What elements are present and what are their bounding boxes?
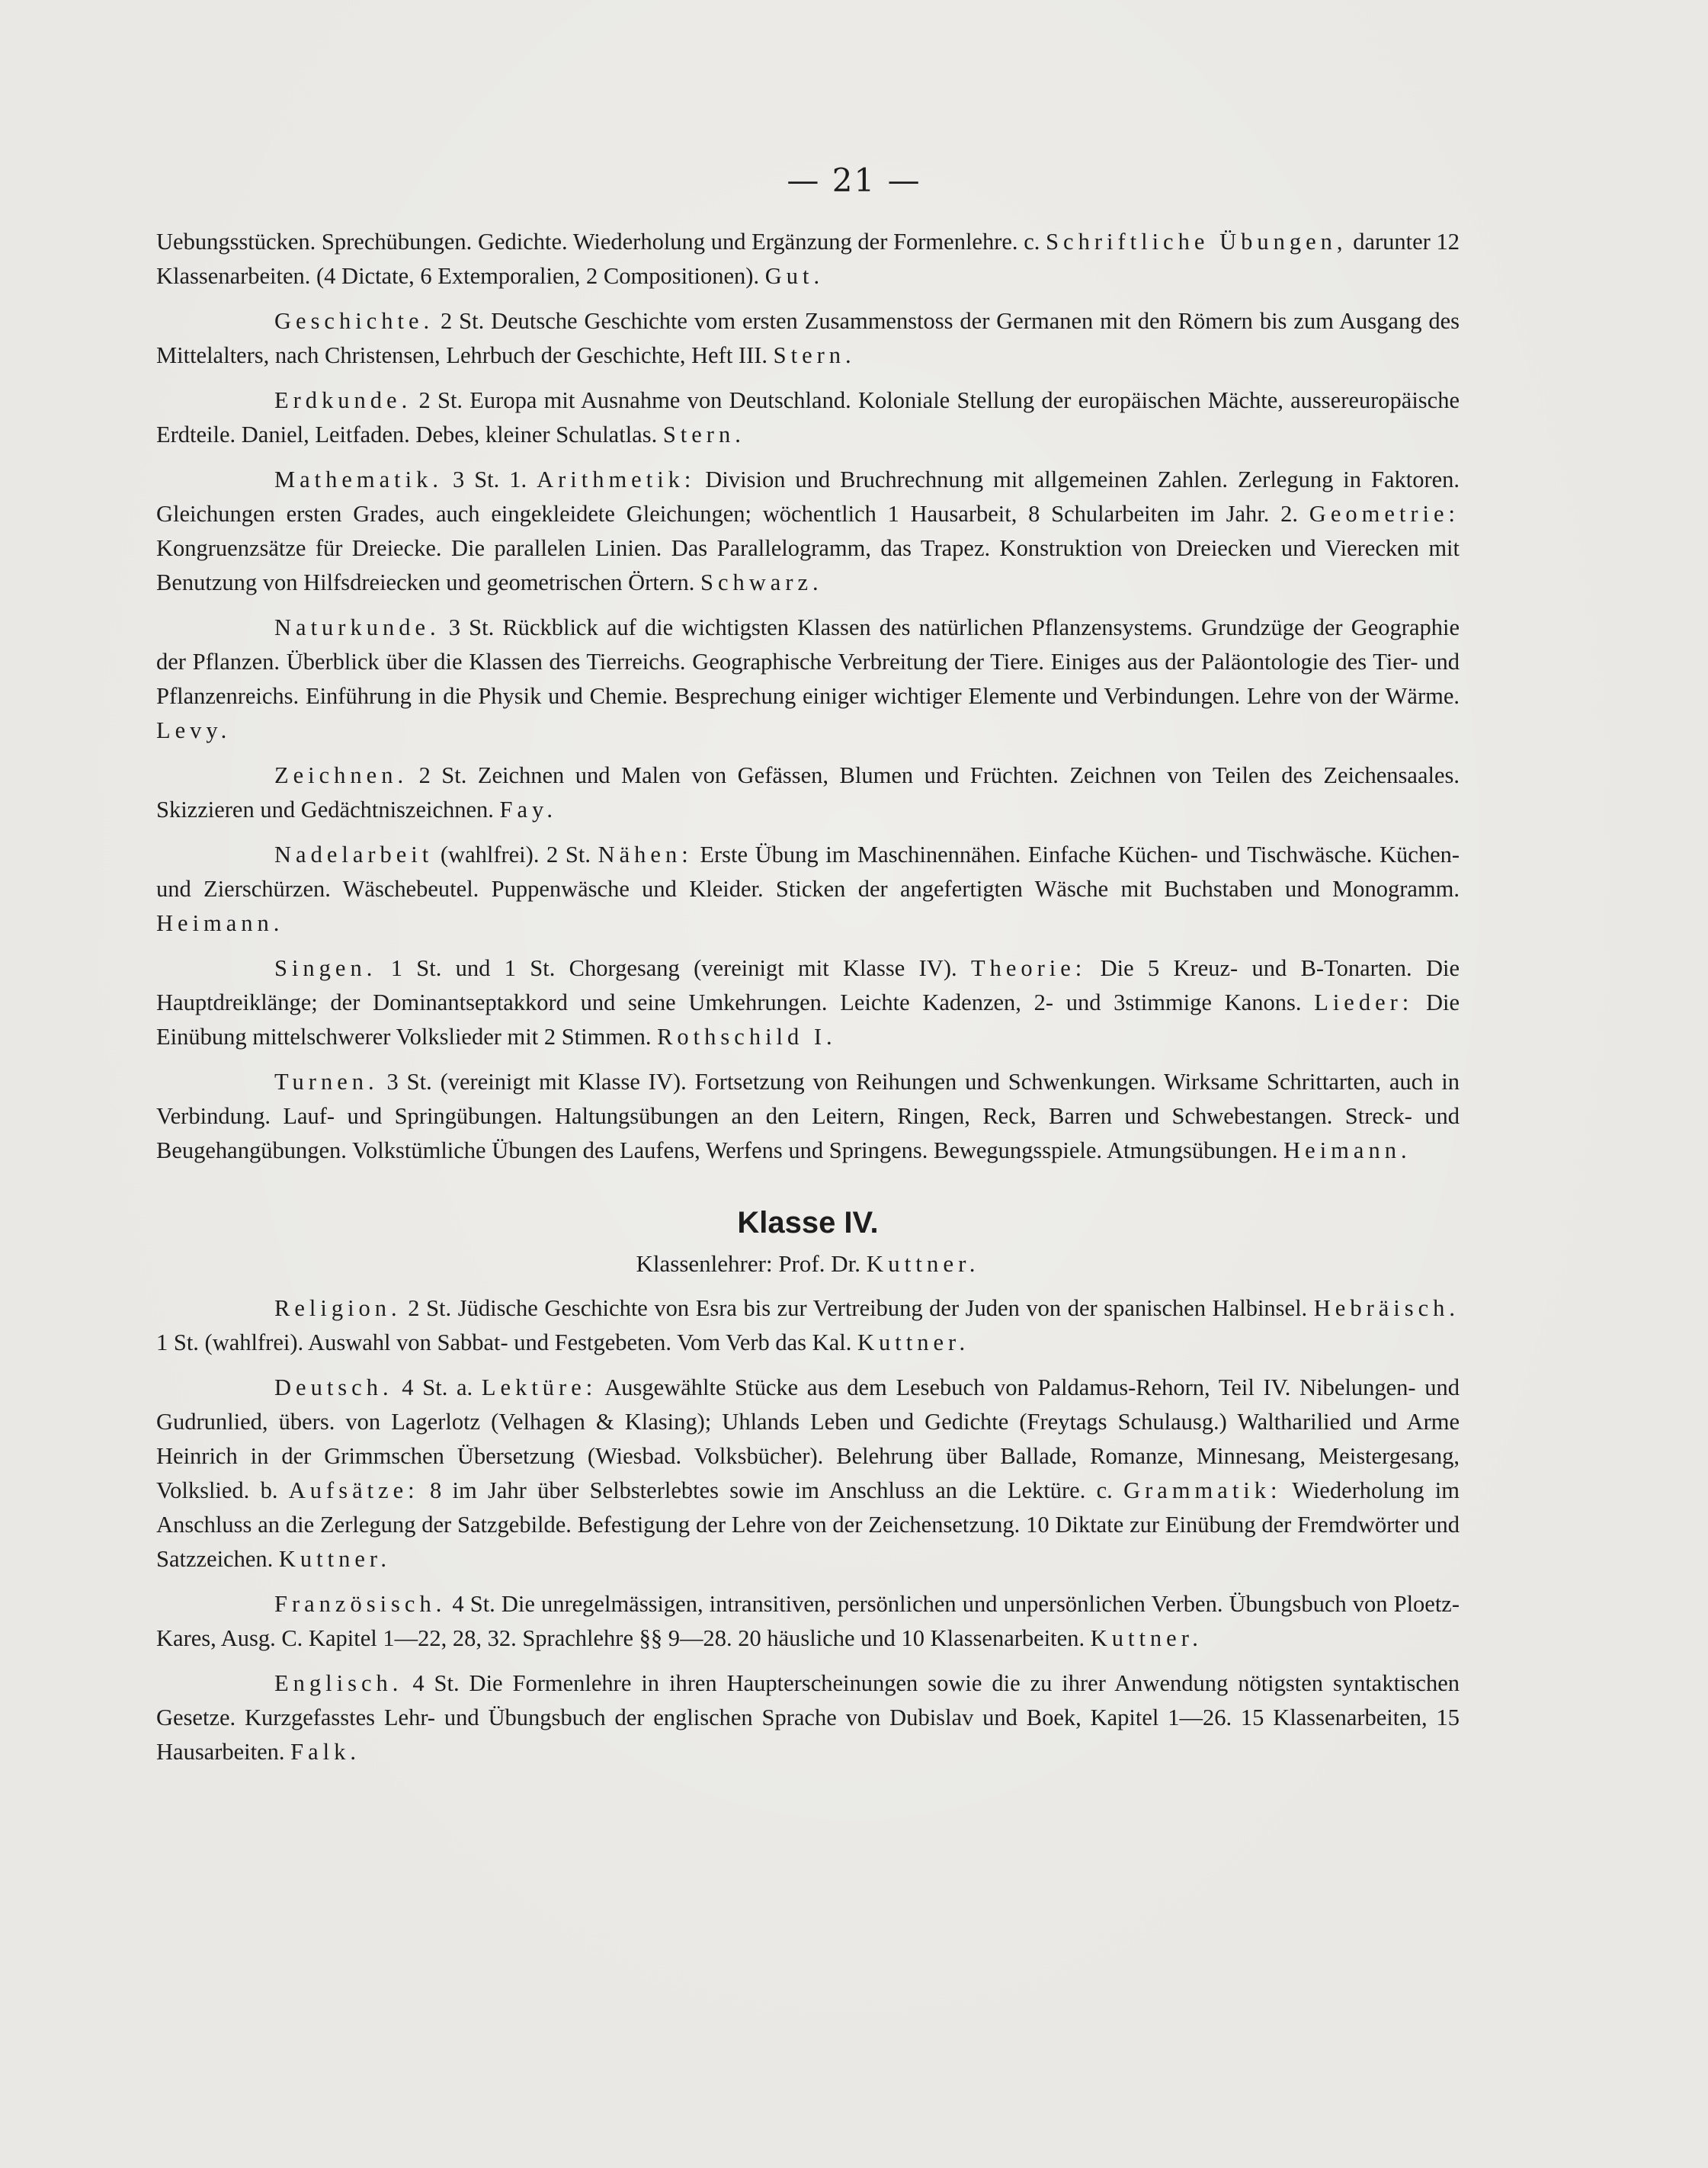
sub-label: Lieder: — [1314, 989, 1414, 1015]
paragraph-deutsch-continued: Uebungsstücken. Sprechübungen. Gedichte. Wiederholung und Ergänzung der Formenlehre. c. Schriftliche Übungen, darunter 12 Klassenarbeiten. (4 Dictate, 6 Extemporalien, 2 Compositionen). Gut. — [156, 229, 1460, 289]
teacher-name: Rothschild I. — [657, 1024, 837, 1050]
subject-label: Französisch. — [274, 1591, 447, 1617]
paragraph-singen: Singen. 1 St. und 1 St. Chorgesang (vereinigt mit Klasse IV). Theorie: Die 5 Kreuz- und B-Tonarten. Die Hauptdreiklänge; der Dominantseptakkord und seine Umkehrungen. Leichte Kadenzen, 2- und 3stimmige Kanons. Lieder: Die Einübung mittelschwerer Volkslieder mit 2 Stimmen. Rothschild I. — [156, 955, 1460, 1050]
sub-label: Grammatik: — [1123, 1477, 1282, 1503]
subject-label: Nadelarbeit — [274, 842, 434, 868]
paragraph-naturkunde: Naturkunde. 3 St. Rückblick auf die wichtigsten Klassen des natürlichen Pflanzensystems. Grundzüge der Geographie der Pflanzen. Überblick über die Klassen des Tierreichs. Geographische Verbreitung der Tiere. Einiges aus der Paläontologie des Tier- und Pflanzenreichs. Einführung in die Physik und Chemie. Besprechung einiger wichtiger Elemente und Verbindungen. Lehre von der Wärme. Levy. — [156, 614, 1460, 743]
paragraph-religion: Religion. 2 St. Jüdische Geschichte von Esra bis zur Vertreibung der Juden von der spanischen Halbinsel. Hebräisch. 1 St. (wahlfrei). Auswahl von Sabbat- und Festgebeten. Vom Verb das Kal. Kuttner. — [156, 1295, 1460, 1355]
sub-label: Lektüre: — [481, 1374, 598, 1400]
teacher-name: Heimann. — [1283, 1137, 1412, 1163]
paragraph-deutsch: Deutsch. 4 St. a. Lektüre: Ausgewählte Stücke aus dem Lesebuch von Paldamus-Rehorn, Teil IV. Nibelungen- und Gudrunlied, übers. von Lagerlotz (Velhagen & Klasing); Uhlands Leben und Gedichte (Freytags Schulausg.) Waltharilied und Arme Heinrich in der Grimmschen Übersetzung (Wiesbad. Volksbücher). Belehrung über Ballade, Romanze, Minnesang, Meistergesang, Volkslied. b. Aufsätze: 8 im Jahr über Selbsterlebtes sowie im Anschluss an die Lektüre. c. Grammatik: Wiederholung im Anschluss an die Zerlegung der Satzgebilde. Befestigung der Lehre von der Zeichensetzung. 10 Diktate zur Einübung der Fremdwörter und Satzzeichen. Kuttner. — [156, 1374, 1460, 1572]
paragraph-nadelarbeit: Nadelarbeit (wahlfrei). 2 St. Nähen: Erste Übung im Maschinennähen. Einfache Küchen- und Tischwäsche. Küchen- und Zierschürzen. Wäschebeutel. Puppenwäsche und Kleider. Sticken der angefertigten Wäsche mit Buchstaben und Monogramm. Heimann. — [156, 842, 1460, 936]
teacher-name: Falk. — [290, 1739, 361, 1765]
teacher-name: Stern. — [773, 342, 856, 368]
sub-label: Nähen: — [598, 842, 693, 868]
teacher-name: Kuttner. — [866, 1250, 980, 1277]
teacher-name: Schwarz. — [700, 569, 823, 595]
teacher-name: Fay. — [499, 797, 557, 823]
subject-label: Zeichnen. — [274, 762, 409, 788]
subject-label: Englisch. — [274, 1670, 403, 1696]
sub-label: Aufsätze: — [288, 1477, 419, 1503]
paragraph-mathematik: Mathematik. 3 St. 1. Arithmetik: Division und Bruchrechnung mit allgemeinen Zahlen. Zerlegung in Faktoren. Gleichungen ersten Grades, auch eingekleidete Gleichungen; wöchentlich 1 Hausarbeit, 8 Schularbeiten im Jahr. 2. Geometrie: Kongruenzsätze für Dreiecke. Die parallelen Linien. Das Parallelogramm, das Trapez. Konstruktion von Dreiecken und Vierecken mit Benutzung von Hilfsdreiecken und geometrischen Örtern. Schwarz. — [156, 467, 1460, 595]
subject-label: Erdkunde. — [274, 387, 412, 413]
section-heading: Klasse IV. — [737, 1206, 879, 1240]
teacher-name: Heimann. — [156, 910, 284, 936]
page-number: — 21 — — [787, 162, 921, 199]
subject-label: Singen. — [274, 955, 377, 981]
teacher-name: Levy. — [156, 717, 232, 743]
paragraph-erdkunde: Erdkunde. 2 St. Europa mit Ausnahme von Deutschland. Koloniale Stellung der europäischen Mächte, aussereuropäische Erdteile. Daniel, Leitfaden. Debes, kleiner Schulatlas. Stern. — [156, 387, 1460, 447]
klassenlehrer-line: Klassenlehrer: Prof. Dr. Kuttner. — [636, 1250, 980, 1277]
paragraph-englisch: Englisch. 4 St. Die Formenlehre in ihren Haupterscheinungen sowie die zu ihrer Anwendung nötigsten syntaktischen Gesetze. Kurzgefasstes Lehr- und Übungsbuch der englischen Sprache von Dubislav und Boek, Kapitel 1—26. 15 Klassenarbeiten, 15 Hausarbeiten. Falk. — [156, 1670, 1460, 1765]
subject-label: Mathematik. — [274, 467, 444, 492]
subject-label: Religion. — [274, 1295, 402, 1321]
sub-label: Theorie: — [970, 955, 1087, 981]
teacher-name: Gut. — [764, 263, 825, 289]
body-text — [156, 225, 1460, 1769]
subject-label: Naturkunde. — [274, 614, 441, 640]
paragraph-franzoesisch: Französisch. 4 St. Die unregelmässigen, intransitiven, persönlichen und unpersönlichen Verben. Übungsbuch von Ploetz-Kares, Ausg. C. Kapitel 1—22, 28, 32. Sprachlehre §§ 9—28. 20 häusliche und 10 Klassenarbeiten. Kuttner. — [156, 1591, 1460, 1651]
teacher-name: Stern. — [662, 422, 745, 447]
subject-label: Turnen. — [274, 1069, 379, 1095]
paragraph-turnen: Turnen. 3 St. (vereinigt mit Klasse IV). Fortsetzung von Reihungen und Schwenkungen. Wirksame Schrittarten, auch in Verbindung. Lauf- und Springübungen. Haltungsübungen an den Leitern, Ringen, Reck, Barren und Schwebestangen. Streck- und Beugehangübungen. Volkstümliche Übungen des Laufens, Werfens und Springens. Bewegungsspiele. Atmungsübungen. Heimann. — [156, 1069, 1460, 1163]
teacher-name: Kuttner. — [857, 1329, 970, 1355]
sub-label: Geometrie: — [1309, 501, 1460, 527]
paragraph-geschichte: Geschichte. 2 St. Deutsche Geschichte vom ersten Zusammenstoss der Germanen mit den Römern bis zum Ausgang des Mittelalters, nach Christensen, Lehrbuch der Geschichte, Heft III. Stern. — [156, 308, 1460, 368]
subject-label: Geschichte. — [274, 308, 434, 334]
teacher-name: Kuttner. — [1090, 1625, 1203, 1651]
paragraph-zeichnen: Zeichnen. 2 St. Zeichnen und Malen von Gefässen, Blumen und Früchten. Zeichnen von Teilen des Zeichensaales. Skizzieren und Gedächtniszeichnen. Fay. — [156, 762, 1460, 823]
sub-label: Hebräisch. — [1313, 1295, 1460, 1321]
teacher-name: Kuttner. — [278, 1546, 392, 1572]
sub-label: Arithmetik: — [537, 467, 696, 492]
subject-label: Deutsch. — [274, 1374, 393, 1400]
